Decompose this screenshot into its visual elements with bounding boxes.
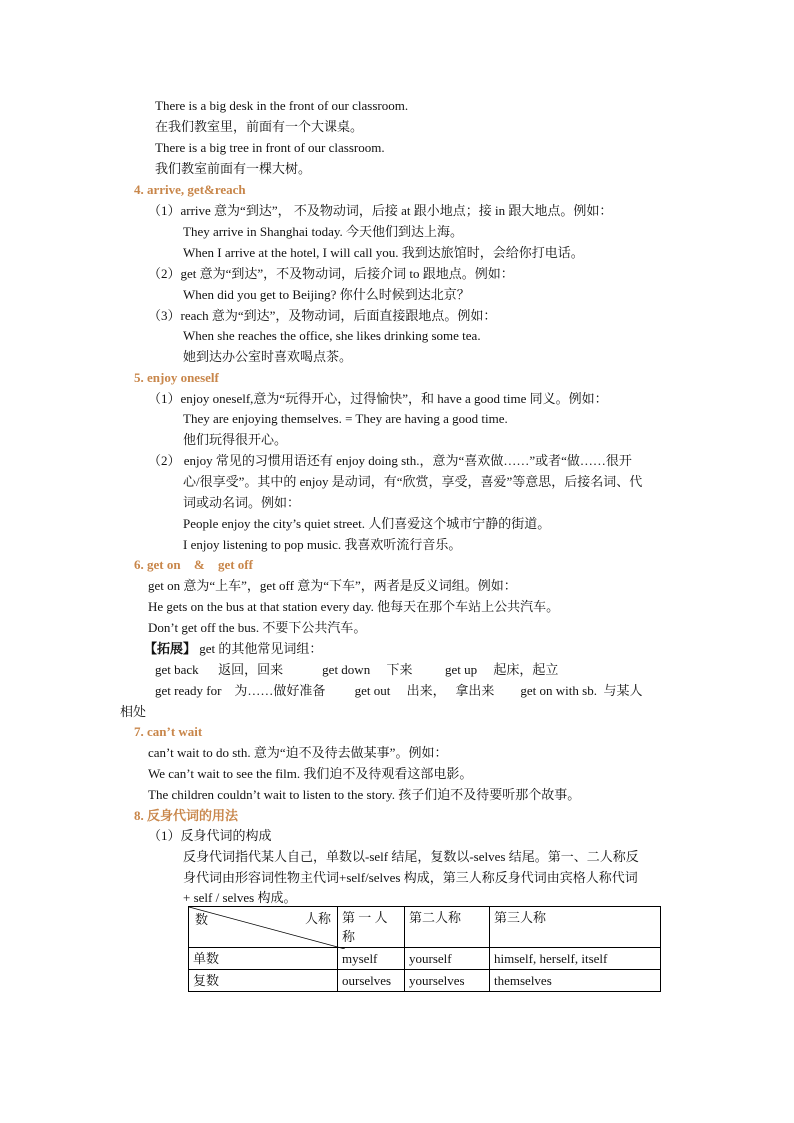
section-heading-enjoy-oneself: 5. enjoy oneself bbox=[134, 370, 219, 385]
phrase-line-wrap: 相处 bbox=[120, 704, 147, 719]
table-cell: 单数 bbox=[189, 948, 338, 970]
table-cell: yourselves bbox=[405, 970, 490, 992]
phrase-line: get back 返回，回来 get down 下来 get up 起床，起立 bbox=[155, 662, 559, 677]
example-line: They arrive in Shanghai today. 今天他们到达上海。 bbox=[183, 224, 464, 239]
explanation-line: get on 意为“上车”，get off 意为“下车”，两者是反义词组。例如： bbox=[148, 578, 517, 593]
body-line: 身代词由形容词性物主代词+self/selves 构成，第三人称反身代词由宾格人称代词 bbox=[183, 870, 638, 885]
example-line: I enjoy listening to pop music. 我喜欢听流行音乐。 bbox=[183, 537, 462, 552]
extension-line bbox=[144, 639, 322, 659]
translation-line: 他们玩得很开心。 bbox=[183, 432, 288, 447]
table-cell: ourselves bbox=[338, 970, 405, 992]
table-cell: himself, herself, itself bbox=[490, 948, 661, 970]
example-line: When she reaches the office, she likes drinking some tea. bbox=[183, 328, 481, 343]
table-cell: 复数 bbox=[189, 970, 338, 992]
phrase-line: get ready for 为……做好准备 get out 出来， 拿出来 get on with sb. 与某人 bbox=[155, 683, 643, 698]
table-cell: myself bbox=[338, 948, 405, 970]
table-corner-cell bbox=[189, 907, 338, 948]
table-cell: themselves bbox=[490, 970, 661, 992]
point-3: （3）reach 意为“到达”，及物动词，后面直接跟地点。例如： bbox=[148, 308, 497, 323]
example-line: The children couldn’t wait to listen to the story. 孩子们迫不及待要听那个故事。 bbox=[148, 787, 581, 802]
ampersand-symbol: & bbox=[193, 557, 205, 572]
table-header-row bbox=[189, 907, 661, 948]
point-1: （1）enjoy oneself,意为“玩得开心，过得愉快”，和 have a good time 同义。例如： bbox=[148, 391, 608, 406]
body-line: + self / selves 构成。 bbox=[183, 890, 297, 905]
translation-line: 在我们教室里，前面有一个大课桌。 bbox=[155, 119, 364, 134]
translation-line: 她到达办公室时喜欢喝点茶。 bbox=[183, 349, 353, 364]
example-line: When I arrive at the hotel, I will call you. 我到达旅馆时，会给你打电话。 bbox=[183, 245, 584, 260]
heading-part: get off bbox=[217, 557, 253, 572]
example-line: People enjoy the city’s quiet street. 人们喜爱这个城市宁静的街道。 bbox=[183, 516, 551, 531]
table-cell: yourself bbox=[405, 948, 490, 970]
section-heading-reflexive-pronouns: 8. 反身代词的用法 bbox=[134, 808, 239, 823]
table-row bbox=[189, 970, 661, 992]
point-1: （1）arrive 意为“到达”， 不及物动词，后接 at 跟小地点；接 in 跟大地点。例如： bbox=[148, 203, 613, 218]
example-line: They are enjoying themselves. = They are having a good time. bbox=[183, 411, 508, 426]
example-line: There is a big desk in the front of our classroom. bbox=[155, 98, 409, 113]
section-heading-cant-wait: 7. can’t wait bbox=[134, 724, 203, 739]
translation-line: 我们教室前面有一棵大树。 bbox=[155, 161, 312, 176]
heading-part: 6. get on bbox=[134, 557, 181, 572]
body-line: 反身代词指代某人自己，单数以-self 结尾，复数以-selves 结尾。第一、二人称反 bbox=[183, 849, 639, 864]
table-row bbox=[189, 948, 661, 970]
example-line: When did you get to Beijing? 你什么时候到达北京？ bbox=[183, 287, 470, 302]
table-header-cell: 第三人称 bbox=[490, 907, 661, 948]
extension-label: 【拓展】 bbox=[144, 641, 197, 656]
example-line: There is a big tree in front of our classroom. bbox=[155, 140, 385, 155]
section-heading-get-on-get-off bbox=[134, 555, 253, 575]
corner-label-person: 人称 bbox=[304, 911, 331, 926]
example-line: Don’t get off the bus. 不要下公共汽车。 bbox=[148, 620, 367, 635]
point-2-line-1: （2） enjoy 常见的习惯用语还有 enjoy doing sth.，意为“喜欢做……”或者“做……很开 bbox=[148, 453, 632, 468]
explanation-line: can’t wait to do sth. 意为“迫不及待去做某事”。例如： bbox=[148, 745, 448, 760]
table-header-cell: 第 一 人称 bbox=[338, 907, 405, 948]
example-line: We can’t wait to see the film. 我们迫不及待观看这部电影。 bbox=[148, 766, 473, 781]
extension-text: get 的其他常见词组： bbox=[196, 641, 323, 656]
point-2: （2）get 意为“到达”，不及物动词，后接介词 to 跟地点。例如： bbox=[148, 266, 514, 281]
point-2-line-3: 词或动名词。例如： bbox=[183, 495, 301, 510]
point-2-line-2: 心/很享受”。其中的 enjoy 是动词，有“欣赏，享受，喜爱”等意思，后接名词、代 bbox=[183, 474, 643, 489]
corner-label-number: 数 bbox=[195, 912, 209, 927]
example-line: He gets on the bus at that station every day. 他每天在那个车站上公共汽车。 bbox=[148, 599, 560, 614]
sub-heading: （1）反身代词的构成 bbox=[148, 828, 272, 843]
reflexive-pronoun-table bbox=[188, 906, 661, 992]
section-heading-arrive-get-reach: 4. arrive, get&reach bbox=[134, 182, 246, 197]
table-header-cell: 第二人称 bbox=[405, 907, 490, 948]
